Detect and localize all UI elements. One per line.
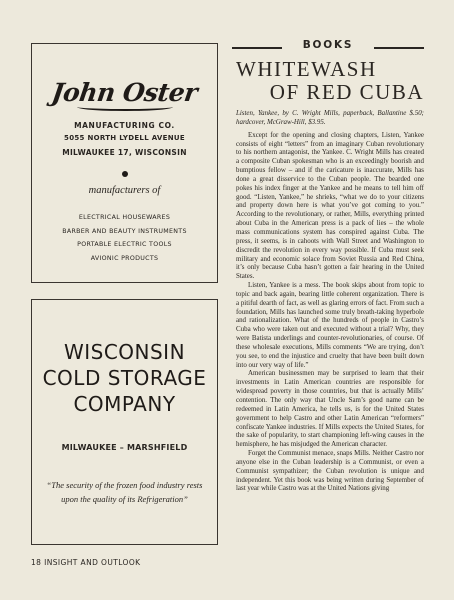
company-name: MANUFACTURING CO. xyxy=(74,121,175,130)
title-line: WISCONSIN xyxy=(63,340,186,364)
product-item: PORTABLE ELECTRIC TOOLS xyxy=(77,241,172,248)
slogan: “The security of the frozen food industry rests upon the quality of its Refrigeration” xyxy=(46,480,203,504)
cold-storage-ad xyxy=(31,299,218,545)
header-rule-left xyxy=(232,47,282,49)
review-body xyxy=(236,109,424,493)
article-title-line1: WHITEWASH xyxy=(236,57,377,81)
paragraph: Except for the opening and closing chapters, Listen, Yankee consists of eight “letters” from an imaginary Cuban revolutionary to his northern antagonist, the Yankee. C. Wright Mills has created a composite Cuban spokesman who is an exceedingly boorish and bumptious fellow – and if the caricature is inaccurate, Mills has done a great disservice to the Cuban people. The bearded one pokes his index finger at the Yankee and he means to tell him off good. “Listen, Yankee,” he shrieks, “what we do to your citizens and property down here is what you’ve got coming to you.” According to the revolutionary, or rather, Mills, everything printed about Cuba in the American press is a pack of lies – the whole mass communications system has conspired against Cuba. The press, it seems, is in cahoots with Wall Street and Washington to discredit the revolution in every way possible. If Cuba must seek military and economic solace from Soviet Russia and Red China, it’s only because Cuba hasn’t gotten a fair hearing in the United States. xyxy=(236,130,424,281)
title-line: COLD STORAGE xyxy=(42,366,207,390)
page-footer: 18 INSIGHT AND OUTLOOK xyxy=(31,558,141,567)
paragraph: Listen, Yankee is a mess. The book skips about from topic to topic and back again, bearing little coherent organization. There is a pitiful dearth of fact, as well as glaring errors of fact. From such a foundation, Mills has launched some truly breath-taking hyperbole and rationalization. What of the hundreds of people in Castro’s Cuba who were taken out and executed without a trial? Why, they were Batista underlings and counter-revolutionaries, of course. Of these wholesale executions, Mills comments “We are trying, don’t you see, to end the injustice and cruelty that have been built down into our very way of life.” xyxy=(236,281,424,369)
cold-storage-title xyxy=(32,339,217,417)
product-list xyxy=(32,211,217,265)
article-title-line2: OF RED CUBA xyxy=(269,80,424,104)
section-header xyxy=(232,41,424,53)
paragraph: Forget the Communist menace, snaps Mills. Neither Castro nor anyone else in the Cuban leadership is a Communist, or even a Communist sympathizer; the Cuban revolution is unique and independent. Yet this book was being written during September of last year while Castro was at the United Nations giving xyxy=(236,449,424,493)
book-citation: Listen, Yankee, by C. Wright Mills, paperback, Ballantine $.50; hardcover, McGraw-Hill, $3.95. xyxy=(236,109,424,126)
company-address: 5055 NORTH LYDELL AVENUE xyxy=(64,134,185,142)
header-rule-right xyxy=(374,47,424,49)
bullet-dot xyxy=(122,171,128,177)
manufacturers-of-label: manufacturers of xyxy=(88,185,161,196)
section-label: BOOKS xyxy=(302,39,354,51)
paragraph: American businessmen may be surprised to learn that their investments in Latin American countries are responsible for widespread poverty in those countries, but that is actually Mills’ contention. The only way that Uncle Sam’s good name can be redeemed in Latin America, he tells us, is for the United States government to help Castro and other Latin American “reformers” confiscate Yankee industries. If Mills expects the United States, for the sake of popularity, to start championing left-wing causes in the hemisphere, he has misjudged the American character. xyxy=(236,369,424,449)
company-city: MILWAUKEE 17, WISCONSIN xyxy=(62,148,187,157)
product-item: AVIONIC PRODUCTS xyxy=(90,254,159,262)
title-line: COMPANY xyxy=(73,392,176,416)
product-item: ELECTRICAL HOUSEWARES xyxy=(78,214,171,221)
product-item: BARBER AND BEAUTY INSTRUMENTS xyxy=(62,227,187,235)
john-oster-ad xyxy=(31,43,218,283)
john-oster-logo: John Oster xyxy=(49,78,200,107)
branch-locations: MILWAUKEE – MARSHFIELD xyxy=(61,443,188,452)
